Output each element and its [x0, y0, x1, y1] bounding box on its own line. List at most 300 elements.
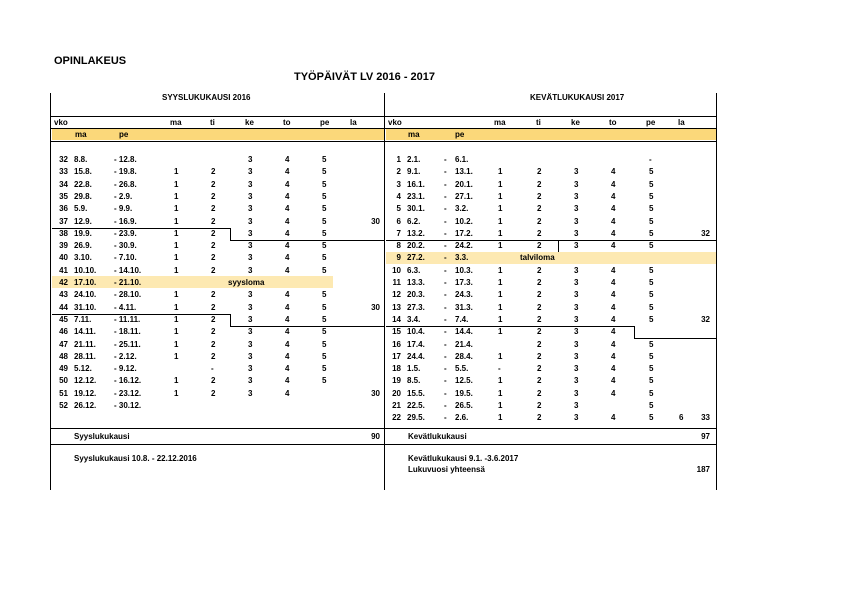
week-number: 18 — [392, 364, 401, 374]
day-to: 4 — [285, 167, 290, 177]
day-ma: 1 — [174, 204, 179, 214]
day-ma: 1 — [498, 327, 503, 337]
week-start: 3.10. — [74, 253, 92, 263]
day-ti: 2 — [537, 216, 542, 226]
day-ma: 1 — [498, 376, 503, 386]
day-ti: 2 — [211, 191, 216, 201]
day-pe: - — [649, 155, 652, 164]
day-pe: 5 — [322, 204, 327, 214]
day-ma: 1 — [498, 290, 503, 300]
week-start: 6.2. — [407, 216, 421, 226]
day-ti: 2 — [211, 265, 216, 275]
autumn-total-label: Syyslukukausi — [74, 432, 130, 441]
day-pe: 5 — [649, 290, 654, 300]
year-total-value: 187 — [696, 465, 710, 474]
day-pe: 5 — [649, 179, 654, 189]
spring-week-row — [0, 315, 842, 327]
day-ma: 1 — [498, 314, 503, 324]
day-to: 4 — [611, 167, 616, 177]
spring-week-row — [0, 401, 842, 413]
week-number: 43 — [59, 290, 68, 300]
spring-week-row — [0, 217, 842, 229]
day-to: 4 — [285, 351, 290, 361]
day-ma: 1 — [174, 241, 179, 251]
week-end: - 2.9. — [114, 191, 133, 201]
day-ti: 2 — [537, 413, 542, 423]
spring-week-row — [0, 376, 842, 388]
day-ke: 3 — [574, 388, 579, 398]
day-to: 4 — [285, 364, 290, 374]
day-to: 4 — [285, 253, 290, 263]
day-pe: 5 — [649, 241, 654, 251]
week-number: 7 — [396, 228, 401, 238]
period-sum: 33 — [701, 413, 710, 423]
spring-week-row — [0, 389, 842, 401]
week-end: 19.5. — [455, 388, 473, 398]
week-number: 42 — [59, 278, 68, 287]
day-to: 4 — [611, 216, 616, 226]
week-number: 13 — [392, 302, 401, 312]
week-end: 10.3. — [455, 265, 473, 275]
week-end: - 19.8. — [114, 167, 137, 177]
day-to: 4 — [611, 265, 616, 275]
day-ti: 2 — [537, 204, 542, 214]
week-dash: - — [444, 351, 447, 361]
week-number: 41 — [59, 265, 68, 275]
week-end: - 30.9. — [114, 241, 137, 251]
week-number: 45 — [59, 314, 68, 324]
week-start: 27.3. — [407, 302, 425, 312]
day-to: 4 — [611, 241, 616, 251]
week-start: 6.3. — [407, 265, 421, 275]
spring-semester-heading: KEVÄTLUKUKAUSI 2017 — [530, 93, 625, 102]
year-total-label: Lukuvuosi yhteensä — [408, 465, 485, 474]
week-end: 6.1. — [455, 155, 469, 164]
week-start: 2.1. — [407, 155, 421, 164]
week-start: 27.2. — [407, 253, 425, 263]
day-ke: 3 — [248, 327, 253, 337]
week-number: 4 — [396, 191, 401, 201]
spring-ti-header: ti — [536, 118, 541, 127]
day-ma: 1 — [498, 228, 503, 238]
week-number: 10 — [392, 265, 401, 275]
week-start: 26.12. — [74, 401, 97, 410]
spring-week-row — [0, 180, 842, 192]
spring-week-row — [0, 204, 842, 216]
day-ti: 2 — [537, 376, 542, 386]
week-number: 38 — [59, 228, 68, 238]
week-number: 22 — [392, 413, 401, 423]
week-start: 26.9. — [74, 241, 92, 251]
week-dash: - — [444, 253, 447, 263]
day-ti: 2 — [537, 191, 542, 201]
day-ma: - — [498, 364, 501, 374]
week-end: - 28.10. — [114, 290, 142, 300]
week-start: 14.11. — [74, 327, 96, 337]
spring-ma-header: ma — [494, 118, 506, 127]
day-ma: 1 — [174, 339, 179, 349]
day-ti: 2 — [211, 302, 216, 312]
week-dash: - — [444, 314, 447, 324]
spring-week-row — [0, 229, 842, 241]
week-start: 3.4. — [407, 314, 421, 324]
period-sum: 32 — [701, 314, 710, 324]
day-pe: 5 — [322, 327, 327, 337]
day-ma: 1 — [498, 241, 503, 251]
day-pe: 5 — [649, 364, 654, 374]
day-pe: 5 — [649, 278, 654, 287]
day-ke: 3 — [248, 253, 253, 263]
week-number: 52 — [59, 401, 68, 410]
day-ma: 1 — [174, 290, 179, 300]
spring-to-header: to — [609, 118, 617, 127]
week-end: - 2.12. — [114, 351, 137, 361]
week-number: 34 — [59, 179, 68, 189]
spring-week-row — [0, 155, 842, 167]
day-ke: 3 — [248, 314, 253, 324]
week-dash: - — [444, 376, 447, 386]
day-ke: 3 — [248, 388, 253, 398]
week-end: 14.4. — [455, 327, 473, 337]
day-ti: 2 — [537, 167, 542, 177]
spring-pe-header: pe — [646, 118, 656, 127]
day-ti: 2 — [211, 314, 216, 324]
week-start: 8.5. — [407, 376, 421, 386]
day-ke: 3 — [248, 339, 253, 349]
week-number: 32 — [59, 155, 68, 164]
week-start: 1.5. — [407, 364, 421, 374]
day-ke: 3 — [574, 351, 579, 361]
day-pe: 5 — [322, 351, 327, 361]
week-start: 9.1. — [407, 167, 421, 177]
day-ke: 3 — [248, 204, 253, 214]
day-to: 4 — [611, 302, 616, 312]
week-number: 9 — [396, 253, 401, 263]
day-to: 4 — [285, 290, 290, 300]
day-to: 4 — [285, 327, 290, 337]
day-ti: 2 — [537, 302, 542, 312]
day-ma: 1 — [498, 302, 503, 312]
day-ti: 2 — [211, 253, 216, 263]
spring-total-label: Kevätlukukausi — [408, 432, 467, 441]
day-ma: 1 — [174, 191, 179, 201]
week-number: 21 — [392, 401, 401, 410]
week-end: 17.3. — [455, 278, 473, 287]
day-ti: 2 — [537, 290, 542, 300]
day-ke: 3 — [574, 364, 579, 374]
day-ke: 3 — [574, 327, 579, 337]
week-end: - 16.12. — [114, 376, 142, 386]
day-ma: 1 — [174, 327, 179, 337]
week-number: 51 — [59, 388, 68, 398]
autumn-ma-header: ma — [170, 118, 182, 127]
day-ti: 2 — [537, 228, 542, 238]
week-start: 19.12. — [74, 388, 97, 398]
day-to: 4 — [611, 314, 616, 324]
week-end: 26.5. — [455, 401, 473, 410]
day-to: 4 — [611, 290, 616, 300]
week-start: 8.8. — [74, 155, 88, 164]
day-pe: 5 — [649, 265, 654, 275]
holiday-note: syysloma — [228, 278, 265, 287]
day-ke: 3 — [248, 241, 253, 251]
week-start: 20.2. — [407, 241, 425, 251]
day-ke: 3 — [574, 278, 579, 287]
spring-week-row — [0, 364, 842, 376]
day-pe: 5 — [322, 376, 327, 386]
week-number: 47 — [59, 339, 68, 349]
period-sum: 30 — [371, 302, 380, 312]
week-number: 50 — [59, 376, 68, 386]
autumn-sub-ma-header: ma — [75, 130, 87, 139]
spring-total-value: 97 — [701, 432, 710, 441]
week-end: 27.1. — [455, 191, 473, 201]
day-ma: 1 — [174, 265, 179, 275]
week-number: 15 — [392, 327, 401, 337]
spring-ke-header: ke — [571, 118, 580, 127]
day-ma: 1 — [174, 253, 179, 263]
day-ke: 3 — [248, 364, 253, 374]
day-ke: 3 — [574, 191, 579, 201]
day-pe: 5 — [649, 167, 654, 177]
week-end: 31.3. — [455, 302, 473, 312]
week-end: 2.6. — [455, 413, 469, 423]
week-end: 20.1. — [455, 179, 473, 189]
day-pe: 5 — [322, 191, 327, 201]
week-end: 5.5. — [455, 364, 469, 374]
week-end: - 23.12. — [114, 388, 142, 398]
day-ma: 1 — [498, 265, 503, 275]
week-end: 3.3. — [455, 253, 469, 263]
day-to: 4 — [611, 351, 616, 361]
week-number: 11 — [392, 278, 401, 287]
day-ti: 2 — [537, 401, 542, 410]
period-sum: 30 — [371, 388, 380, 398]
week-end: - 12.8. — [114, 155, 137, 164]
week-number: 20 — [392, 388, 401, 398]
day-ke: 3 — [248, 376, 253, 386]
document-title: OPINLAKEUS — [54, 55, 127, 67]
day-ke: 3 — [248, 265, 253, 275]
day-ma: 1 — [498, 204, 503, 214]
day-to: 4 — [285, 241, 290, 251]
week-end: 17.2. — [455, 228, 473, 238]
day-pe: 5 — [322, 228, 327, 238]
week-dash: - — [444, 167, 447, 177]
week-end: 12.5. — [455, 376, 473, 386]
spring-sub-pe-header: pe — [455, 130, 465, 139]
week-start: 7.11. — [74, 314, 92, 324]
week-dash: - — [444, 401, 447, 410]
week-end: - 18.11. — [114, 327, 141, 337]
day-ma: 1 — [174, 167, 179, 177]
autumn-to-header: to — [283, 118, 291, 127]
day-ke: 3 — [574, 228, 579, 238]
day-ti: 2 — [537, 314, 542, 324]
week-end: - 21.10. — [114, 278, 142, 287]
day-la: 6 — [679, 413, 684, 423]
week-dash: - — [444, 364, 447, 374]
autumn-pe-header: pe — [320, 118, 330, 127]
day-to: 4 — [611, 179, 616, 189]
day-ma: 1 — [174, 314, 179, 324]
period-sum: 32 — [701, 228, 710, 238]
day-ke: 3 — [248, 179, 253, 189]
week-end: 13.1. — [455, 167, 473, 177]
day-ke: 3 — [248, 191, 253, 201]
day-ma: 1 — [498, 388, 503, 398]
week-end: - 26.8. — [114, 179, 137, 189]
week-end: 24.2. — [455, 241, 473, 251]
day-to: 4 — [611, 278, 616, 287]
week-end: 28.4. — [455, 351, 473, 361]
week-dash: - — [444, 278, 447, 287]
week-start: 31.10. — [74, 302, 97, 312]
week-start: 29.5. — [407, 413, 425, 423]
week-end: - 7.10. — [114, 253, 137, 263]
day-pe: 5 — [322, 339, 327, 349]
document-subtitle: TYÖPÄIVÄT LV 2016 - 2017 — [294, 71, 436, 83]
day-to: 4 — [285, 228, 290, 238]
day-to: 4 — [285, 155, 290, 164]
week-number: 36 — [59, 204, 68, 214]
week-end: - 23.9. — [114, 228, 137, 238]
day-ke: 3 — [248, 290, 253, 300]
week-end: 3.2. — [455, 204, 469, 214]
holiday-note: talviloma — [520, 253, 555, 263]
spring-la-header: la — [678, 118, 685, 127]
day-to: 4 — [611, 388, 616, 398]
week-dash: - — [444, 302, 447, 312]
autumn-semester-heading: SYYSLUKUKAUSI 2016 — [162, 93, 251, 102]
day-ti: 2 — [211, 339, 216, 349]
day-ti: 2 — [211, 241, 216, 251]
week-dash: - — [444, 241, 447, 251]
week-number: 1 — [396, 155, 401, 164]
day-ma: 1 — [498, 401, 503, 410]
week-start: 15.8. — [74, 167, 92, 177]
day-to: 4 — [285, 179, 290, 189]
day-ma: 1 — [498, 278, 503, 287]
day-pe: 5 — [649, 351, 654, 361]
day-to: 4 — [611, 364, 616, 374]
day-pe: 5 — [649, 228, 654, 238]
day-ma: 1 — [174, 302, 179, 312]
week-number: 39 — [59, 241, 68, 251]
day-to: 4 — [611, 339, 616, 349]
week-start: 16.1. — [407, 179, 425, 189]
day-to: 4 — [285, 339, 290, 349]
day-to: 4 — [285, 216, 290, 226]
week-end: - 30.12. — [114, 401, 142, 410]
week-dash: - — [444, 290, 447, 300]
day-pe: 5 — [322, 253, 327, 263]
week-start: 13.2. — [407, 228, 425, 238]
day-pe: 5 — [322, 155, 327, 164]
week-end: 10.2. — [455, 216, 473, 226]
week-dash: - — [444, 228, 447, 238]
week-end: - 9.9. — [114, 204, 133, 214]
week-number: 8 — [396, 241, 401, 251]
day-ke: 3 — [248, 228, 253, 238]
day-ma: 1 — [498, 216, 503, 226]
day-ke: 3 — [574, 216, 579, 226]
spring-sub-ma-header: ma — [408, 130, 420, 139]
day-ma: 1 — [174, 179, 179, 189]
spring-week-row — [0, 266, 842, 278]
day-to: 4 — [285, 204, 290, 214]
spring-vko-header: vko — [388, 118, 402, 127]
day-pe: 5 — [322, 302, 327, 312]
week-number: 17 — [392, 351, 401, 361]
spring-week-row — [0, 352, 842, 364]
week-start: 23.1. — [407, 191, 425, 201]
day-ke: 3 — [574, 204, 579, 214]
day-to: 4 — [285, 388, 290, 398]
day-ti: 2 — [537, 241, 542, 251]
week-start: 21.11. — [74, 339, 96, 349]
autumn-ke-header: ke — [245, 118, 254, 127]
spring-week-row — [0, 303, 842, 315]
week-dash: - — [444, 327, 447, 337]
week-start: 12.12. — [74, 376, 97, 386]
day-ma: 1 — [498, 179, 503, 189]
week-start: 13.3. — [407, 278, 425, 287]
week-number: 35 — [59, 191, 68, 201]
day-ma: 1 — [498, 413, 503, 423]
day-ti: 2 — [211, 290, 216, 300]
week-start: 10.10. — [74, 265, 97, 275]
autumn-vko-header: vko — [54, 118, 68, 127]
day-ke: 3 — [574, 290, 579, 300]
day-ke: 3 — [574, 413, 579, 423]
week-dash: - — [444, 191, 447, 201]
day-pe: 5 — [322, 364, 327, 374]
day-ti: 2 — [537, 364, 542, 374]
week-dash: - — [444, 339, 447, 349]
day-ma: 1 — [174, 376, 179, 386]
spring-week-row — [0, 278, 842, 290]
day-ma: 1 — [498, 167, 503, 177]
day-ti: 2 — [537, 339, 542, 349]
week-dash: - — [444, 179, 447, 189]
week-dash: - — [444, 216, 447, 226]
spring-week-row — [0, 290, 842, 302]
day-ti: 2 — [211, 388, 216, 398]
day-ke: 3 — [574, 314, 579, 324]
day-ti: 2 — [211, 204, 216, 214]
week-number: 14 — [392, 314, 401, 324]
day-to: 4 — [611, 204, 616, 214]
week-number: 2 — [396, 167, 401, 177]
day-pe: 5 — [322, 290, 327, 300]
day-ke: 3 — [574, 401, 579, 410]
day-ke: 3 — [248, 167, 253, 177]
week-dash: - — [444, 413, 447, 423]
day-ti: 2 — [211, 179, 216, 189]
week-number: 19 — [392, 376, 401, 386]
day-ke: 3 — [574, 241, 579, 251]
week-start: 15.5. — [407, 388, 425, 398]
day-ti: 2 — [537, 327, 542, 337]
spring-week-row — [0, 253, 842, 265]
day-pe: 5 — [649, 314, 654, 324]
week-number: 48 — [59, 351, 68, 361]
week-start: 22.5. — [407, 401, 425, 410]
week-number: 44 — [59, 302, 68, 312]
day-ma: 1 — [174, 351, 179, 361]
week-start: 24.4. — [407, 351, 425, 361]
